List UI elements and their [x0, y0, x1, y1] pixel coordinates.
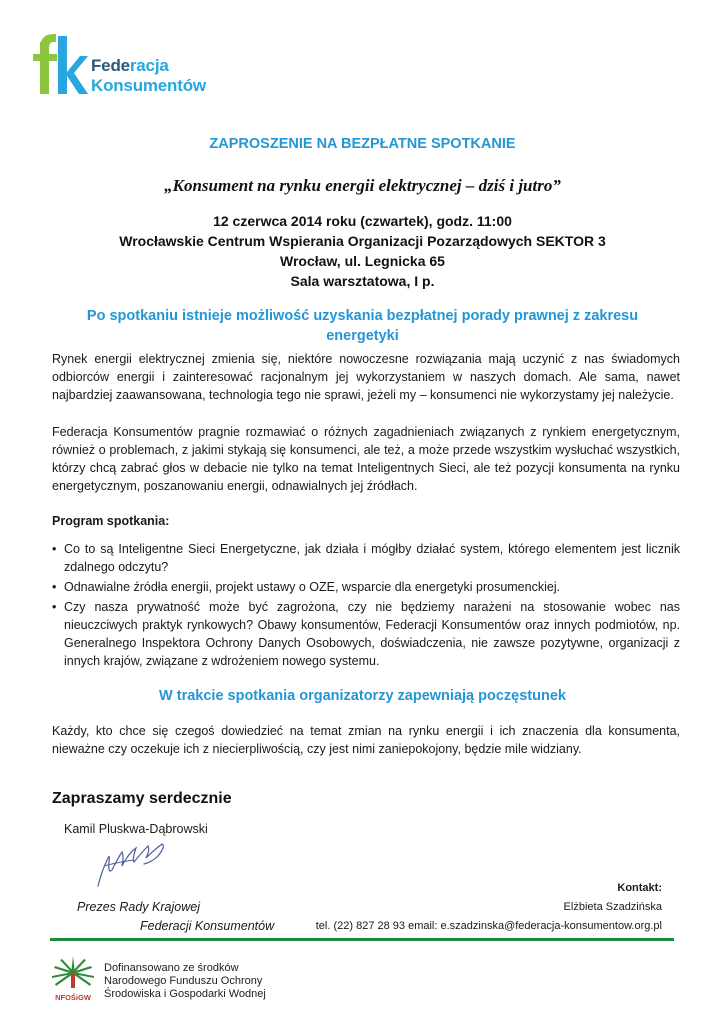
legal-advice-note [0, 306, 725, 346]
contact-name: Elżbieta Szadzińska [563, 901, 662, 913]
footer-divider [50, 938, 674, 941]
program-label: Program spotkania: [52, 514, 170, 528]
funding-line3: Środowiska i Gospodarki Wodnej [104, 988, 266, 1000]
closing-invite: Zapraszamy serdecznie [52, 790, 232, 807]
event-venue: Wrocławskie Centrum Wspierania Organizacji Pozarządowych SEKTOR 3 [119, 233, 606, 249]
program-item: • Czy nasza prywatność może być zagrożona, czy nie będziemy narażeni na stosowanie wobec nas nieuczciwych praktyk rynkowych? Obawy konsumentów, Federacji Konsumentów oraz innych podmiotów, np. Generalnego Inspektora Ochrony Danych Osobowych, doświadczenia, nie zawsze pozytywne, organizacji z innych krajów, związane z wdrożeniem nowego systemu. [52, 598, 680, 670]
contact-label: Kontakt: [617, 882, 662, 894]
nfosigw-logo-text: NFOŚiGW [55, 993, 91, 1002]
invitation-heading: ZAPROSZENIE NA BEZPŁATNE SPOTKANIE [209, 136, 516, 152]
fk-logo-icon [30, 30, 88, 100]
funding-line1: Dofinansowano ze środków [104, 962, 239, 974]
event-date: 12 czerwca 2014 roku (czwartek), godz. 11:00 [213, 213, 512, 229]
legal-advice-text: Po spotkaniu istnieje możliwość uzyskania bezpłatnej porady prawnej z zakresu energetyki [86, 308, 639, 344]
program-list [52, 540, 680, 672]
event-room: Sala warsztatowa, I p. [290, 273, 435, 289]
logo-wordmark-line2: Konsumentów [91, 76, 206, 95]
refreshments-note: W trakcie spotkania organizatorzy zapewniają poczęstunek [159, 688, 566, 704]
federacja-konsumentow-logo [30, 30, 206, 100]
event-address: Wrocław, ul. Legnicka 65 [280, 253, 445, 269]
signer-role-line2: Federacji Konsumentów [140, 919, 275, 933]
funding-note [104, 962, 266, 1001]
program-item: • Odnawialne źródła energii, projekt ustawy o OZE, wsparcie dla energetyki prosumenckiej. [52, 578, 680, 596]
federation-paragraph: Federacja Konsumentów pragnie rozmawiać o różnych zagadnieniach związanych z rynkiem energetycznym, również o problemach, z jakimi stykają się konsumenci, ale też, a może przede wszystkim wysłuchać wszystkich, którzy chcą zabrać głos w debacie nie tylko na temat Inteligentnych Sieci, ale też pozycji konsumenta na rynku energetycznym, poszanowaniu energii, odnawialnych jej źródłach. [52, 425, 680, 493]
contact-details: tel. (22) 827 28 93 email: e.szadzinska@federacja-konsumentow.org.pl [315, 920, 662, 932]
logo-text-part1: Fede [91, 56, 130, 75]
logo-text-part2: racja [129, 56, 169, 75]
funding-line2: Narodowego Funduszu Ochrony [104, 975, 263, 987]
welcome-paragraph: Każdy, kto chce się czegoś dowiedzieć na temat zmian na rynku energii i ich znaczenia dla konsumenta, nieważne czy oczekuje ich z niecierpliwością, czy jest nimi zaniepokojony, będzie mile widziany. [52, 724, 680, 756]
meeting-title: „Konsument na rynku energii elektrycznej – dziś i jutro” [164, 176, 561, 195]
handwritten-signature [88, 840, 183, 890]
logo-wordmark-line1 [91, 57, 169, 75]
signer-role-line1: Prezes Rady Krajowej [77, 900, 200, 914]
program-item: • Co to są Inteligentne Sieci Energetyczne, jak działa i mógłby działać system, którego elementem jest licznik zdalnego odczytu? [52, 540, 680, 576]
nfosigw-logo-icon [50, 952, 96, 1004]
signer-name: Kamil Pluskwa-Dąbrowski [64, 822, 208, 836]
intro-paragraph: Rynek energii elektrycznej zmienia się, niektóre nowoczesne rozwiązania mają uczynić z nas świadomych odbiorców energii i zainteresować racjonalnym jej wykorzystaniem w naszych domach. Ale sama, nawet najbardziej zaawansowana, technologia tego nie sprawi, jeżeli my – konsumenci nie wykorzystamy jej należycie. [52, 352, 680, 402]
